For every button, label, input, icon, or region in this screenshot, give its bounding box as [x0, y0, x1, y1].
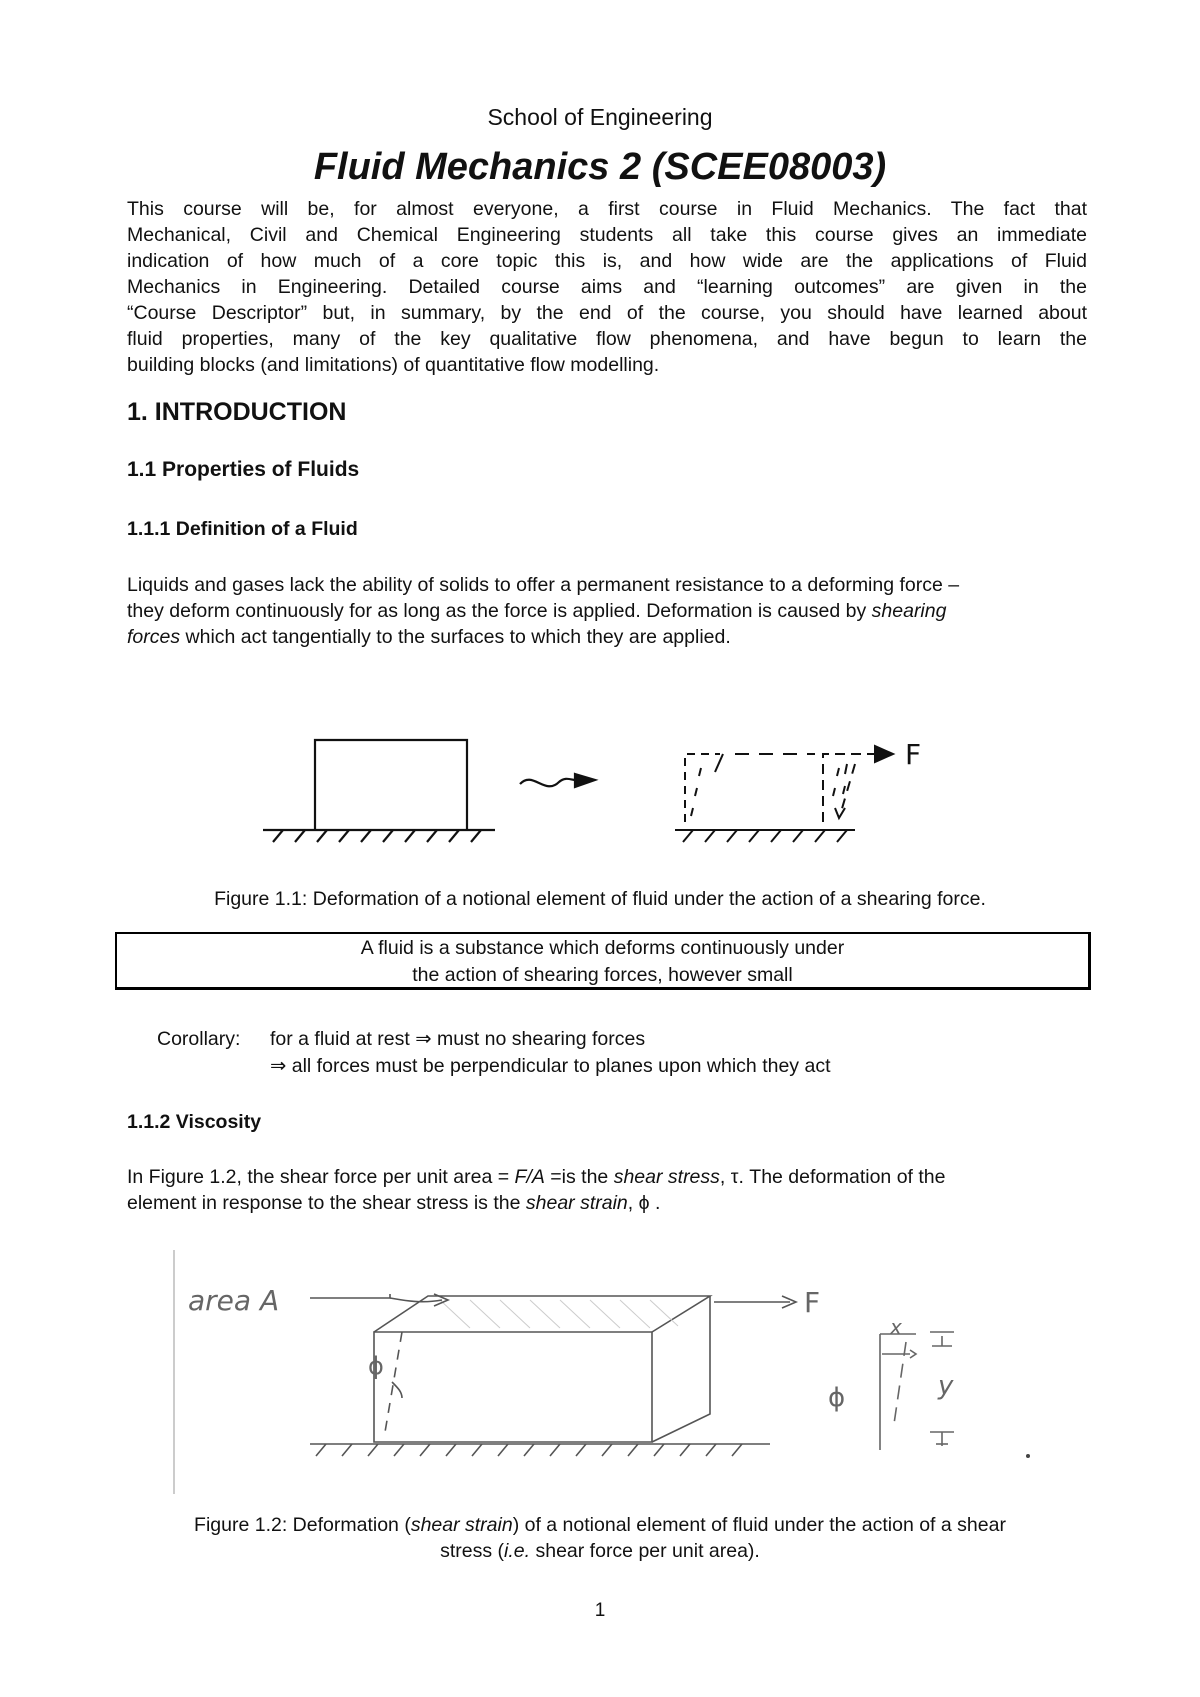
caption-emphasis: i.e. [504, 1540, 531, 1562]
emphasis-text: shear stress [613, 1166, 720, 1188]
definition-line: A fluid is a substance which deforms continuously under [360, 937, 845, 959]
text-span: =is the [544, 1166, 614, 1188]
intro-line: indication of how much of a core topic this is, and how wide are the applications of Fluid [127, 250, 1087, 272]
caption-text: shear force per unit area). [530, 1540, 760, 1562]
figure-1-1-sketch [215, 672, 995, 862]
transition-arrow [520, 774, 595, 787]
section-heading-1: 1. INTRODUCTION [127, 398, 347, 426]
intro-line: “Course Descriptor” but, in summary, by the end of the course, you should have learned about [127, 302, 1087, 324]
text-line [127, 1190, 1087, 1216]
text-span: which act tangentially to the surfaces to which they are applied. [180, 626, 731, 648]
phi-detail-label: ϕ [828, 1383, 846, 1413]
intro-line: Mechanical, Civil and Chemical Engineering students all take this course gives an immediate [127, 224, 1087, 246]
phi-label: ϕ [368, 1352, 384, 1380]
intro-paragraph [127, 196, 1087, 378]
intro-line: Mechanics in Engineering. Detailed course aims and “learning outcomes” are given in the [127, 276, 1087, 298]
figure-1-1-caption [0, 886, 1200, 912]
dot-mark [1026, 1454, 1030, 1458]
emphasis-text: shearing [871, 600, 947, 622]
y-label: y [938, 1371, 954, 1401]
undeformed-element [263, 740, 495, 842]
emphasis-text: F/A [514, 1166, 545, 1188]
text-span: , τ. The deformation of the [719, 1166, 946, 1188]
text-span: , ϕ . [627, 1192, 661, 1214]
text-span: they deform continuously for as long as the force is applied. Deformation is caused by [127, 600, 872, 622]
caption-prefix: Figure 1.2: [194, 1514, 288, 1536]
figure-1-2-caption [0, 1512, 1200, 1564]
area-label: area A [188, 1284, 280, 1317]
caption-text: ) of a notional element of fluid under the action of a shear [512, 1514, 1006, 1536]
text-line [127, 624, 1087, 650]
text-line: Liquids and gases lack the ability of solids to offer a permanent resistance to a deforming force – [127, 574, 960, 596]
x-label: x [890, 1315, 902, 1339]
deformed-element [675, 746, 893, 842]
course-title: Fluid Mechanics 2 (SCEE08003) [313, 146, 887, 188]
section-heading-1-1-2: 1.1.2 Viscosity [127, 1111, 262, 1133]
page-number: 1 [594, 1600, 606, 1621]
emphasis-text: forces [127, 626, 181, 648]
intro-line: This course will be, for almost everyone, a first course in Fluid Mechanics. The fact that [127, 198, 1087, 220]
caption-text: Deformation of a notional element of fluid under the action of a shearing force. [307, 888, 986, 910]
definition-box [115, 932, 1091, 990]
text-span: In Figure 1.2, the shear force per unit area = [127, 1166, 515, 1188]
section-heading-1-1: 1.1 Properties of Fluids [127, 458, 360, 481]
school-name: School of Engineering [487, 104, 713, 130]
text-span: element in response to the shear stress is the [127, 1192, 526, 1214]
viscosity-paragraph [127, 1164, 1087, 1216]
corollary-label: Corollary: [157, 1028, 241, 1050]
section-heading-1-1-1: 1.1.1 Definition of a Fluid [127, 518, 358, 540]
text-line [127, 598, 1087, 624]
text-line [127, 1164, 1087, 1190]
force-label: F [804, 1286, 821, 1319]
caption-text: stress ( [440, 1540, 505, 1562]
definition-paragraph [127, 572, 1087, 650]
caption-line [0, 1538, 1200, 1564]
definition-line: the action of shearing forces, however small [412, 964, 793, 986]
emphasis-text: shear strain [525, 1192, 628, 1214]
figure-1-2-sketch [170, 1242, 1050, 1502]
caption-text: Deformation ( [287, 1514, 411, 1536]
caption-emphasis: shear strain [410, 1514, 513, 1536]
corollary-line-1: for a fluid at rest ⇒ must no shearing forces [270, 1028, 646, 1050]
corollary-line-2: ⇒ all forces must be perpendicular to planes upon which they act [270, 1055, 831, 1077]
caption-prefix: Figure 1.1: [214, 888, 308, 910]
caption-line [0, 1512, 1200, 1538]
intro-line: fluid properties, many of the key qualitative flow phenomena, and have begun to learn the [127, 328, 1087, 350]
force-label: F [905, 738, 922, 771]
intro-line: building blocks (and limitations) of quantitative flow modelling. [127, 354, 660, 376]
